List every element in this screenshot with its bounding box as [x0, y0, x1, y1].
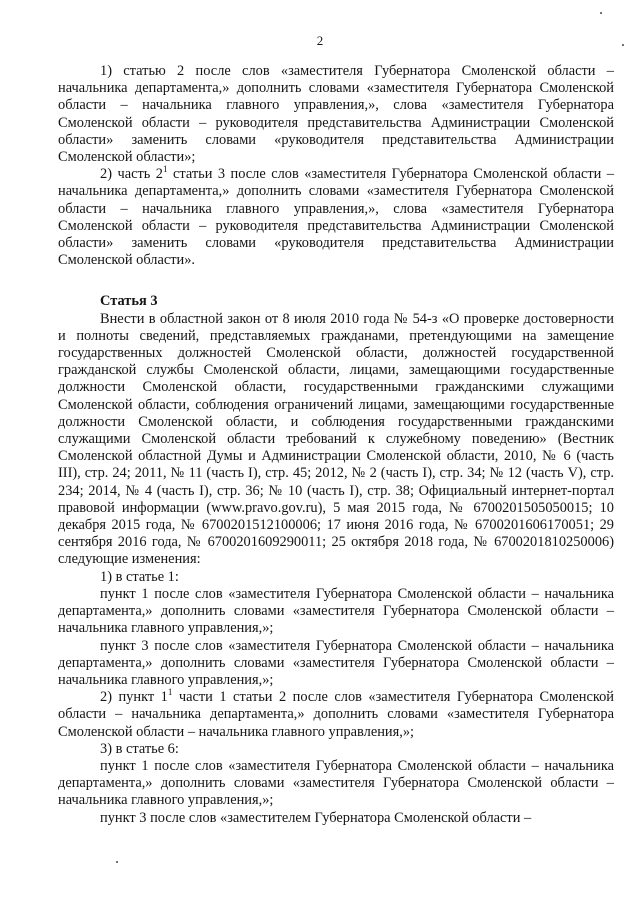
paragraph: пункт 3 после слов «заместителя Губернатора Смоленской области – начальника департамента,» дополнить словами «заместителя Губернатора Смоленской области – начальника главного управления,»;: [58, 637, 614, 688]
document-body: [58, 63, 614, 827]
text-run: 2) пункт 1: [100, 689, 168, 706]
scan-speck: [116, 861, 118, 863]
page-number: 2: [316, 33, 324, 48]
paragraph: 1) в статье 1:: [100, 568, 179, 585]
text-run: статьи 3 после слов «заместителя Губернатора Смоленской области – начальника департамента,» дополнить словами «заместителя Губернатора Смоленской области – начальника главного управления,», слова «заместителя Губернатора Смоленской области – руководителя представительства Администрации Смоленской области» заменить словами «руководителя представительства Администрации Смоленской области».: [58, 166, 614, 269]
paragraph-with-superscript: [58, 166, 614, 269]
article-heading: Статья 3: [100, 293, 158, 310]
text-run: 2) часть 2: [100, 166, 163, 183]
superscript: 1: [167, 687, 173, 698]
scan-speck: [600, 12, 602, 14]
paragraph: 1) статью 2 после слов «заместителя Губернатора Смоленской области – начальника департамента,» дополнить словами «заместителя Губернатора Смоленской области – начальника главного управления,», слова «заместителя Губернатора Смоленской области – руководителя представительства Администрации Смоленской области» заменить словами «руководителя представительства Администрации Смоленской области»;: [58, 63, 614, 166]
paragraph: пункт 1 после слов «заместителя Губернатора Смоленской области – начальника департамента,» дополнить словами «заместителя Губернатора Смоленской области – начальника главного управления,»;: [58, 585, 614, 637]
scan-speck: [622, 44, 624, 46]
paragraph-with-superscript: [58, 689, 614, 741]
spacer: [58, 269, 614, 293]
paragraph: Внести в областной закон от 8 июля 2010 года № 54-з «О проверке достоверности и полноты сведений, представляемых гражданами, претендующими на замещение государственных должностей Смоленской области, должностей государственной гражданской службы Смоленской области, лицами, замещающими государственные должности Смоленской области, государственными гражданскими служащими Смоленской области, соблюдения ограничений лицами, замещающими государственные должности Смоленской области, и соблюдения государственными гражданскими служащими Смоленской области требований к служебному поведению» (Вестник Смоленской областной Думы и Администрации Смоленской области, 2010, № 6 (часть III), стр. 24; 2011, № 11 (часть I), стр. 45; 2012, № 2 (часть I), стр. 34; № 12 (часть V), стр. 234; 2014, № 4 (часть I), стр. 36; № 10 (часть I), стр. 38; Официальный интернет-портал правовой информации (www.pravo.gov.ru), 5 мая 2015 года, № 6700201505050015; 10 декабря 2015 года, № 6700201512100006; 17 июня 2016 года, № 6700201606170051; 29 сентября 2016 года, № 6700201609290011; 25 октября 2018 года, № 6700201810250006) следующие изменения:: [58, 310, 614, 568]
paragraph: 3) в статье 6:: [100, 740, 179, 757]
paragraph: пункт 3 после слов «заместителем Губернатора Смоленской области –: [100, 809, 532, 826]
paragraph: пункт 1 после слов «заместителя Губернатора Смоленской области – начальника департамента,» дополнить словами «заместителя Губернатора Смоленской области – начальника главного управления,»;: [58, 757, 614, 809]
superscript: 1: [163, 164, 168, 175]
text-run: части 1 статьи 2 после слов «заместителя Губернатора Смоленской области – начальника департамента,» дополнить словами «заместителя Губернатора Смоленской области – начальника главного управления,»;: [58, 689, 614, 740]
